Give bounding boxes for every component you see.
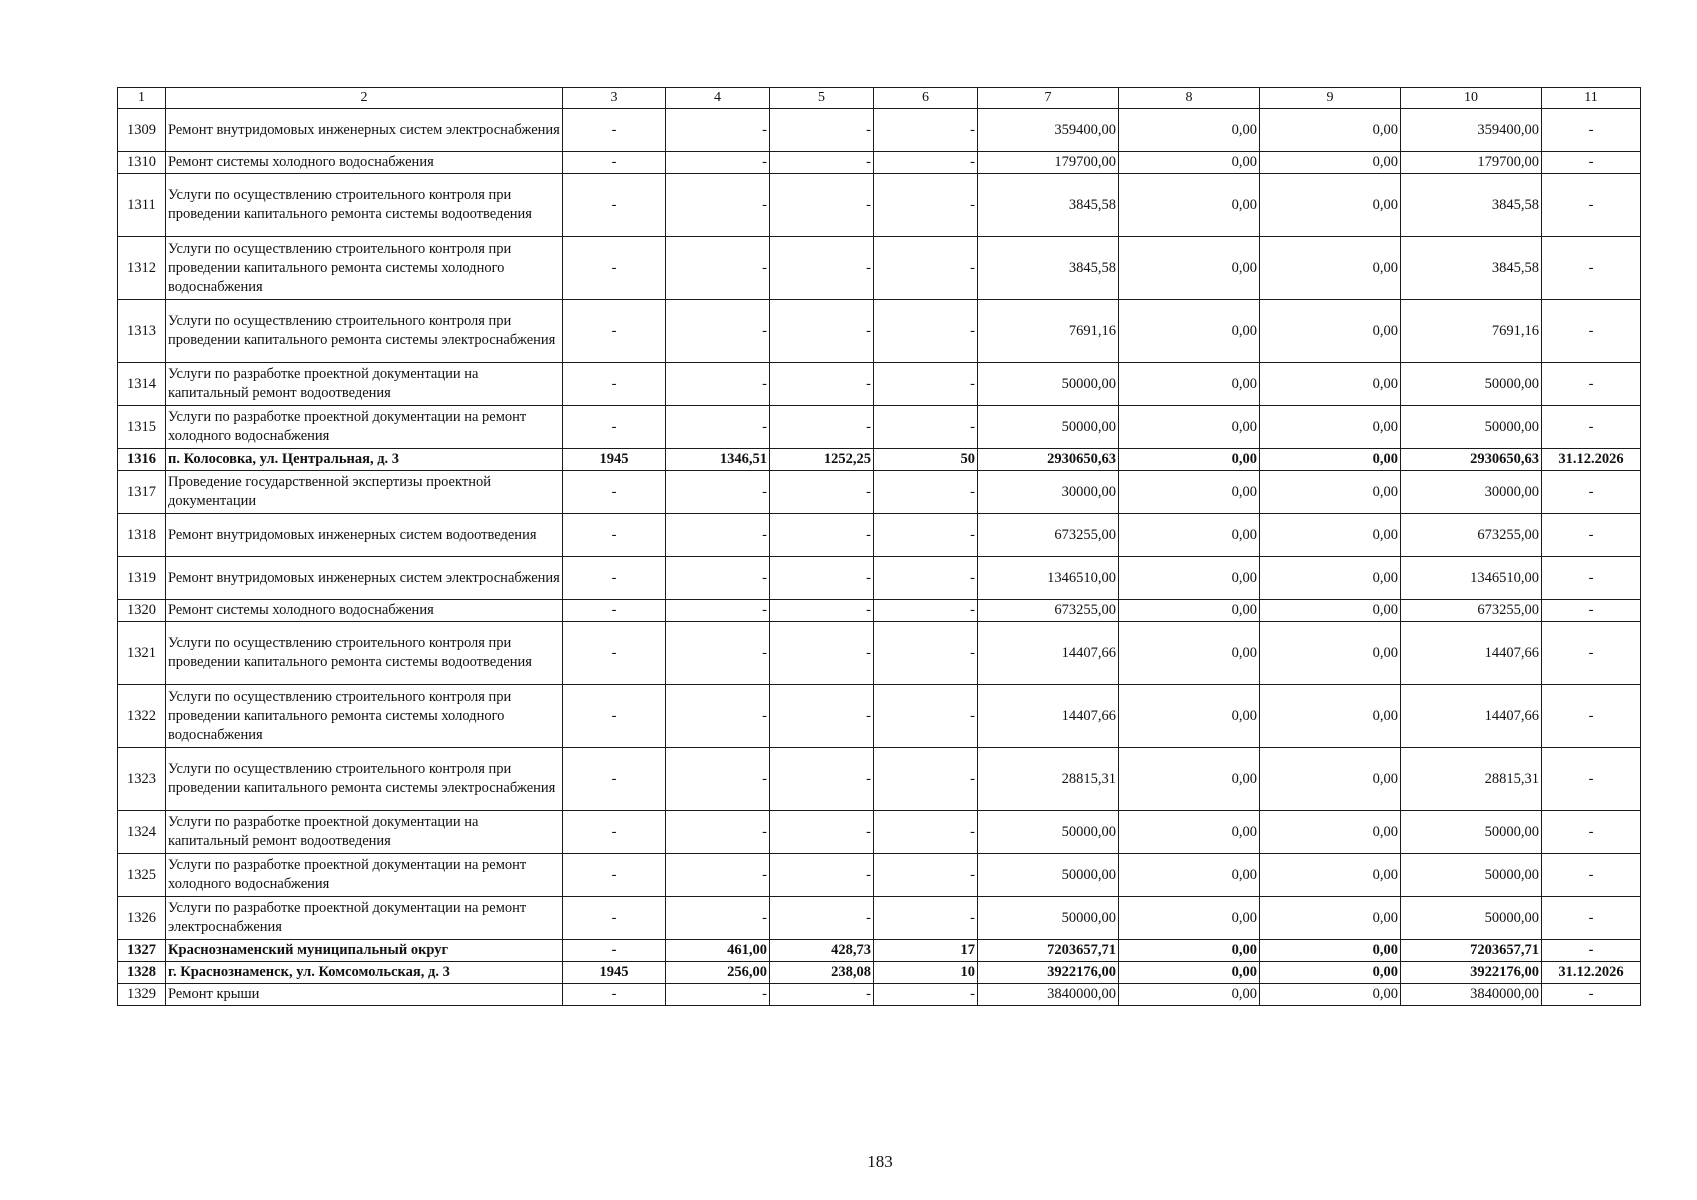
col4-area: 1346,51 — [666, 449, 770, 471]
table-row — [118, 940, 1641, 962]
table-row — [118, 363, 1641, 406]
col11-date: 31.12.2026 — [1542, 449, 1641, 471]
row-name: Ремонт внутридомовых инженерных систем водоотведения — [166, 514, 563, 557]
col9: 0,00 — [1260, 940, 1401, 962]
row-number: 1312 — [118, 237, 166, 300]
row-name: Услуги по разработке проектной документации на ремонт холодного водоснабжения — [166, 406, 563, 449]
col4-area: - — [666, 854, 770, 897]
row-name: Услуги по осуществлению строительного контроля при проведении капитального ремонта системы электроснабжения — [166, 748, 563, 811]
col-header-9: 9 — [1260, 88, 1401, 109]
col7-total: 14407,66 — [978, 685, 1119, 748]
col6-count: - — [874, 300, 978, 363]
col6-count: - — [874, 854, 978, 897]
col7-total: 50000,00 — [978, 406, 1119, 449]
row-name: г. Краснознаменск, ул. Комсомольская, д. 3 — [166, 962, 563, 984]
col5-area: - — [770, 174, 874, 237]
col5-area: - — [770, 622, 874, 685]
table-body — [118, 88, 1641, 1006]
table-row — [118, 237, 1641, 300]
col4-area: - — [666, 300, 770, 363]
col3-year: - — [563, 557, 666, 600]
col9: 0,00 — [1260, 962, 1401, 984]
row-number: 1325 — [118, 854, 166, 897]
repair-program-table — [117, 87, 1641, 1006]
row-number: 1320 — [118, 600, 166, 622]
row-name: Услуги по осуществлению строительного контроля при проведении капитального ремонта системы холодного водоснабжения — [166, 685, 563, 748]
col5-area: - — [770, 514, 874, 557]
col10: 179700,00 — [1401, 152, 1542, 174]
col-header-4: 4 — [666, 88, 770, 109]
col8: 0,00 — [1119, 984, 1260, 1006]
col10: 359400,00 — [1401, 109, 1542, 152]
col6-count: - — [874, 685, 978, 748]
table-row — [118, 748, 1641, 811]
table-row — [118, 622, 1641, 685]
col9: 0,00 — [1260, 622, 1401, 685]
col6-count: - — [874, 811, 978, 854]
col8: 0,00 — [1119, 449, 1260, 471]
col4-area: - — [666, 514, 770, 557]
col9: 0,00 — [1260, 174, 1401, 237]
col9: 0,00 — [1260, 811, 1401, 854]
col11-date: - — [1542, 406, 1641, 449]
col5-area: - — [770, 600, 874, 622]
column-number-row — [118, 88, 1641, 109]
col6-count: - — [874, 152, 978, 174]
col10: 14407,66 — [1401, 622, 1542, 685]
col5-area: - — [770, 854, 874, 897]
col7-total: 28815,31 — [978, 748, 1119, 811]
col8: 0,00 — [1119, 237, 1260, 300]
table-row — [118, 514, 1641, 557]
col10: 673255,00 — [1401, 514, 1542, 557]
row-number: 1321 — [118, 622, 166, 685]
col3-year: 1945 — [563, 962, 666, 984]
table-row — [118, 152, 1641, 174]
table-row — [118, 300, 1641, 363]
page-number: 183 — [867, 1152, 893, 1171]
col10: 30000,00 — [1401, 471, 1542, 514]
row-name: Услуги по разработке проектной документации на ремонт электроснабжения — [166, 897, 563, 940]
col11-date: - — [1542, 854, 1641, 897]
col6-count: - — [874, 557, 978, 600]
col5-area: - — [770, 897, 874, 940]
col4-area: - — [666, 557, 770, 600]
col8: 0,00 — [1119, 152, 1260, 174]
col4-area: - — [666, 811, 770, 854]
col-header-3: 3 — [563, 88, 666, 109]
col7-total: 50000,00 — [978, 363, 1119, 406]
col8: 0,00 — [1119, 514, 1260, 557]
col10: 3845,58 — [1401, 237, 1542, 300]
col11-date: - — [1542, 811, 1641, 854]
col8: 0,00 — [1119, 854, 1260, 897]
col5-area: - — [770, 300, 874, 363]
col9: 0,00 — [1260, 449, 1401, 471]
col-header-6: 6 — [874, 88, 978, 109]
table-row — [118, 685, 1641, 748]
col-header-11: 11 — [1542, 88, 1641, 109]
col10: 1346510,00 — [1401, 557, 1542, 600]
col10: 3922176,00 — [1401, 962, 1542, 984]
row-number: 1313 — [118, 300, 166, 363]
col5-area: - — [770, 811, 874, 854]
col6-count: 50 — [874, 449, 978, 471]
col9: 0,00 — [1260, 897, 1401, 940]
row-number: 1310 — [118, 152, 166, 174]
col11-date: - — [1542, 685, 1641, 748]
row-name: Услуги по осуществлению строительного контроля при проведении капитального ремонта системы электроснабжения — [166, 300, 563, 363]
col4-area: - — [666, 622, 770, 685]
col4-area: - — [666, 471, 770, 514]
col6-count: - — [874, 514, 978, 557]
col3-year: - — [563, 237, 666, 300]
col7-total: 179700,00 — [978, 152, 1119, 174]
col4-area: - — [666, 237, 770, 300]
col10: 50000,00 — [1401, 406, 1542, 449]
row-number: 1326 — [118, 897, 166, 940]
col8: 0,00 — [1119, 300, 1260, 363]
col6-count: 17 — [874, 940, 978, 962]
col9: 0,00 — [1260, 685, 1401, 748]
col7-total: 3840000,00 — [978, 984, 1119, 1006]
col7-total: 673255,00 — [978, 600, 1119, 622]
col4-area: - — [666, 363, 770, 406]
col5-area: - — [770, 748, 874, 811]
col10: 3845,58 — [1401, 174, 1542, 237]
row-number: 1314 — [118, 363, 166, 406]
col7-total: 673255,00 — [978, 514, 1119, 557]
table-row — [118, 600, 1641, 622]
table-row — [118, 897, 1641, 940]
col6-count: - — [874, 174, 978, 237]
col4-area: - — [666, 174, 770, 237]
col7-total: 50000,00 — [978, 854, 1119, 897]
col10: 50000,00 — [1401, 854, 1542, 897]
row-name: Ремонт системы холодного водоснабжения — [166, 152, 563, 174]
col7-total: 3922176,00 — [978, 962, 1119, 984]
row-name: Ремонт внутридомовых инженерных систем электроснабжения — [166, 109, 563, 152]
col8: 0,00 — [1119, 174, 1260, 237]
col9: 0,00 — [1260, 152, 1401, 174]
col3-year: - — [563, 940, 666, 962]
row-name: Краснознаменский муниципальный округ — [166, 940, 563, 962]
col3-year: - — [563, 406, 666, 449]
col8: 0,00 — [1119, 748, 1260, 811]
col6-count: - — [874, 109, 978, 152]
col8: 0,00 — [1119, 811, 1260, 854]
table-row — [118, 449, 1641, 471]
col9: 0,00 — [1260, 748, 1401, 811]
row-number: 1329 — [118, 984, 166, 1006]
col9: 0,00 — [1260, 984, 1401, 1006]
row-name: Ремонт системы холодного водоснабжения — [166, 600, 563, 622]
col6-count: - — [874, 237, 978, 300]
col3-year: 1945 — [563, 449, 666, 471]
row-name: Услуги по разработке проектной документации на ремонт холодного водоснабжения — [166, 854, 563, 897]
col10: 3840000,00 — [1401, 984, 1542, 1006]
col5-area: 428,73 — [770, 940, 874, 962]
col3-year: - — [563, 748, 666, 811]
col4-area: - — [666, 748, 770, 811]
row-number: 1317 — [118, 471, 166, 514]
col5-area: - — [770, 685, 874, 748]
col11-date: - — [1542, 984, 1641, 1006]
col4-area: - — [666, 109, 770, 152]
col3-year: - — [563, 811, 666, 854]
row-number: 1318 — [118, 514, 166, 557]
col11-date: - — [1542, 622, 1641, 685]
col8: 0,00 — [1119, 962, 1260, 984]
col3-year: - — [563, 622, 666, 685]
table-row — [118, 109, 1641, 152]
col10: 50000,00 — [1401, 363, 1542, 406]
col6-count: - — [874, 622, 978, 685]
col11-date: - — [1542, 471, 1641, 514]
col4-area: - — [666, 152, 770, 174]
col3-year: - — [563, 685, 666, 748]
col7-total: 7691,16 — [978, 300, 1119, 363]
col9: 0,00 — [1260, 237, 1401, 300]
col4-area: - — [666, 406, 770, 449]
col11-date: - — [1542, 940, 1641, 962]
col10: 7691,16 — [1401, 300, 1542, 363]
col3-year: - — [563, 471, 666, 514]
col8: 0,00 — [1119, 685, 1260, 748]
col11-date: - — [1542, 109, 1641, 152]
col5-area: - — [770, 406, 874, 449]
col-header-8: 8 — [1119, 88, 1260, 109]
col9: 0,00 — [1260, 557, 1401, 600]
col11-date: - — [1542, 514, 1641, 557]
col6-count: - — [874, 897, 978, 940]
col8: 0,00 — [1119, 622, 1260, 685]
col3-year: - — [563, 174, 666, 237]
col6-count: - — [874, 406, 978, 449]
row-name: Ремонт крыши — [166, 984, 563, 1006]
col8: 0,00 — [1119, 406, 1260, 449]
col9: 0,00 — [1260, 406, 1401, 449]
col-header-7: 7 — [978, 88, 1119, 109]
col3-year: - — [563, 152, 666, 174]
table-row — [118, 406, 1641, 449]
col8: 0,00 — [1119, 471, 1260, 514]
col7-total: 2930650,63 — [978, 449, 1119, 471]
row-name: Услуги по осуществлению строительного контроля при проведении капитального ремонта системы холодного водоснабжения — [166, 237, 563, 300]
table-row — [118, 984, 1641, 1006]
col3-year: - — [563, 109, 666, 152]
col9: 0,00 — [1260, 471, 1401, 514]
col5-area: - — [770, 984, 874, 1006]
col8: 0,00 — [1119, 363, 1260, 406]
col3-year: - — [563, 897, 666, 940]
col8: 0,00 — [1119, 109, 1260, 152]
col7-total: 1346510,00 — [978, 557, 1119, 600]
row-name: п. Колосовка, ул. Центральная, д. 3 — [166, 449, 563, 471]
col6-count: - — [874, 363, 978, 406]
row-name: Услуги по осуществлению строительного контроля при проведении капитального ремонта системы водоотведения — [166, 622, 563, 685]
col4-area: - — [666, 685, 770, 748]
row-name: Услуги по разработке проектной документации на капитальный ремонт водоотведения — [166, 811, 563, 854]
col11-date: - — [1542, 174, 1641, 237]
row-name: Услуги по разработке проектной документации на капитальный ремонт водоотведения — [166, 363, 563, 406]
col10: 14407,66 — [1401, 685, 1542, 748]
col3-year: - — [563, 600, 666, 622]
table-row — [118, 811, 1641, 854]
col11-date: - — [1542, 600, 1641, 622]
col3-year: - — [563, 514, 666, 557]
col10: 50000,00 — [1401, 897, 1542, 940]
col8: 0,00 — [1119, 600, 1260, 622]
row-name: Проведение государственной экспертизы проектной документации — [166, 471, 563, 514]
col11-date: - — [1542, 152, 1641, 174]
col8: 0,00 — [1119, 940, 1260, 962]
row-number: 1316 — [118, 449, 166, 471]
col5-area: - — [770, 557, 874, 600]
col7-total: 359400,00 — [978, 109, 1119, 152]
row-number: 1328 — [118, 962, 166, 984]
col-header-1: 1 — [118, 88, 166, 109]
col6-count: - — [874, 600, 978, 622]
col8: 0,00 — [1119, 557, 1260, 600]
col8: 0,00 — [1119, 897, 1260, 940]
row-number: 1315 — [118, 406, 166, 449]
col9: 0,00 — [1260, 514, 1401, 557]
col-header-10: 10 — [1401, 88, 1542, 109]
row-number: 1323 — [118, 748, 166, 811]
col5-area: - — [770, 471, 874, 514]
table-row — [118, 557, 1641, 600]
col11-date: 31.12.2026 — [1542, 962, 1641, 984]
col10: 673255,00 — [1401, 600, 1542, 622]
col4-area: - — [666, 897, 770, 940]
col3-year: - — [563, 363, 666, 406]
row-number: 1311 — [118, 174, 166, 237]
table-row — [118, 854, 1641, 897]
col5-area: 238,08 — [770, 962, 874, 984]
col5-area: 1252,25 — [770, 449, 874, 471]
table-row — [118, 174, 1641, 237]
col9: 0,00 — [1260, 600, 1401, 622]
col11-date: - — [1542, 300, 1641, 363]
col5-area: - — [770, 363, 874, 406]
col9: 0,00 — [1260, 854, 1401, 897]
col5-area: - — [770, 109, 874, 152]
col4-area: 461,00 — [666, 940, 770, 962]
col5-area: - — [770, 152, 874, 174]
col10: 7203657,71 — [1401, 940, 1542, 962]
row-number: 1319 — [118, 557, 166, 600]
row-name: Услуги по осуществлению строительного контроля при проведении капитального ремонта системы водоотведения — [166, 174, 563, 237]
col3-year: - — [563, 984, 666, 1006]
col6-count: 10 — [874, 962, 978, 984]
row-name: Ремонт внутридомовых инженерных систем электроснабжения — [166, 557, 563, 600]
col10: 2930650,63 — [1401, 449, 1542, 471]
col7-total: 50000,00 — [978, 811, 1119, 854]
col7-total: 3845,58 — [978, 237, 1119, 300]
col11-date: - — [1542, 557, 1641, 600]
col7-total: 3845,58 — [978, 174, 1119, 237]
col11-date: - — [1542, 897, 1641, 940]
table-row — [118, 471, 1641, 514]
col9: 0,00 — [1260, 300, 1401, 363]
col4-area: - — [666, 984, 770, 1006]
col5-area: - — [770, 237, 874, 300]
col3-year: - — [563, 854, 666, 897]
row-number: 1327 — [118, 940, 166, 962]
row-number: 1322 — [118, 685, 166, 748]
col6-count: - — [874, 984, 978, 1006]
col6-count: - — [874, 471, 978, 514]
col-header-2: 2 — [166, 88, 563, 109]
row-number: 1309 — [118, 109, 166, 152]
col7-total: 30000,00 — [978, 471, 1119, 514]
col-header-5: 5 — [770, 88, 874, 109]
col4-area: 256,00 — [666, 962, 770, 984]
col7-total: 50000,00 — [978, 897, 1119, 940]
col10: 50000,00 — [1401, 811, 1542, 854]
col3-year: - — [563, 300, 666, 363]
col11-date: - — [1542, 363, 1641, 406]
col11-date: - — [1542, 748, 1641, 811]
col10: 28815,31 — [1401, 748, 1542, 811]
col6-count: - — [874, 748, 978, 811]
col9: 0,00 — [1260, 363, 1401, 406]
col7-total: 14407,66 — [978, 622, 1119, 685]
col9: 0,00 — [1260, 109, 1401, 152]
col4-area: - — [666, 600, 770, 622]
col11-date: - — [1542, 237, 1641, 300]
col7-total: 7203657,71 — [978, 940, 1119, 962]
table-row — [118, 962, 1641, 984]
row-number: 1324 — [118, 811, 166, 854]
